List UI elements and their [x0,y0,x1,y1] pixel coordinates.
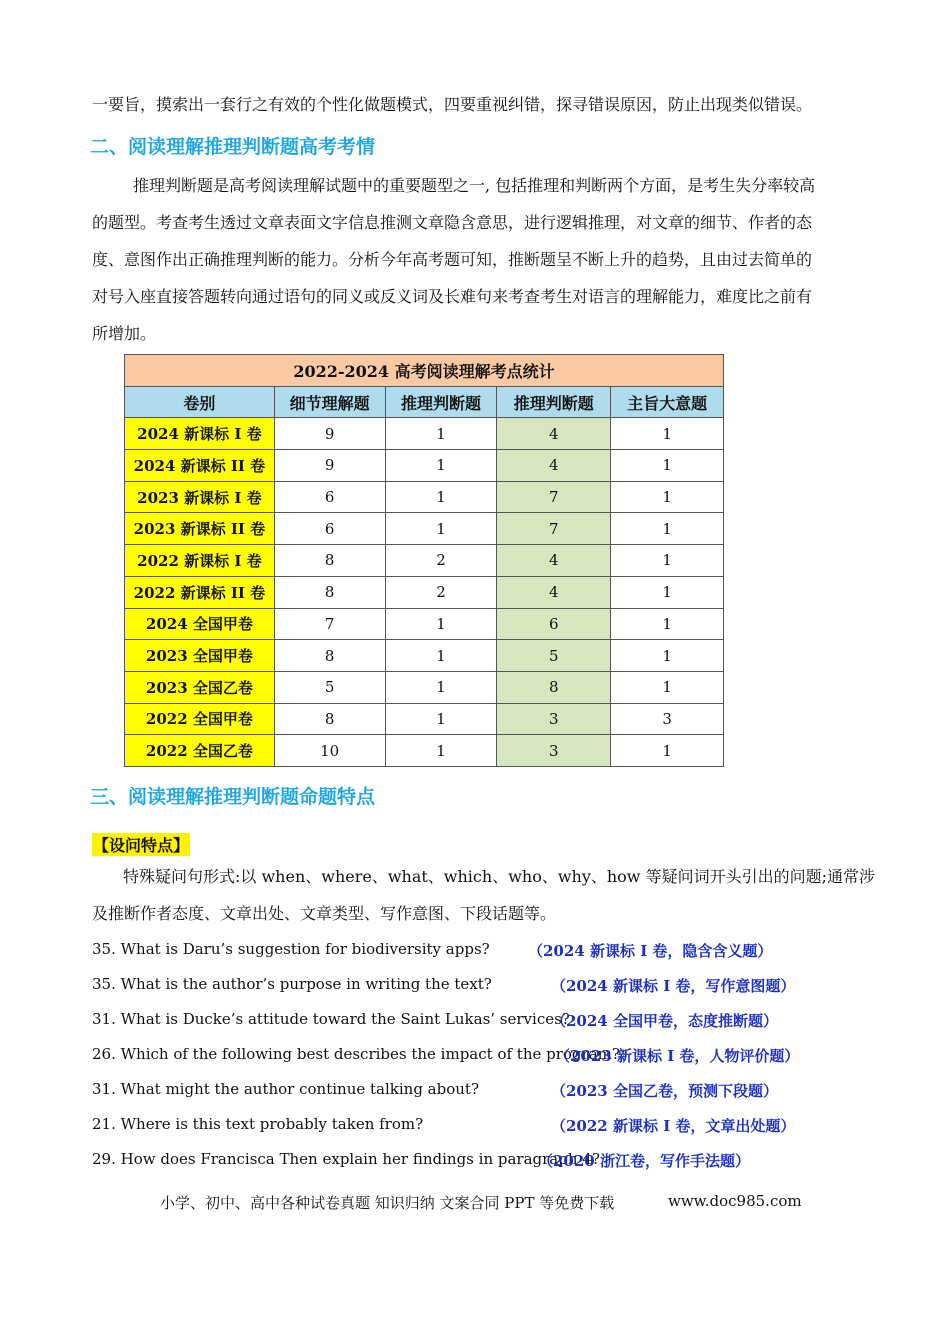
column-header: 主旨大意题 [611,386,724,418]
question-source-tag: （2022 新课标 I 卷，文章出处题） [551,1117,796,1135]
table-cell: 8 [274,640,385,672]
table-row [125,545,724,577]
paragraph-line: 的题型。考查考生透过文章表面文字信息推测文章隐含意思，进行逻辑推理，对文章的细节、作者的态 [92,213,813,232]
table-row [125,640,724,672]
table-row [125,450,724,482]
table-cell: 4 [497,450,611,482]
table-cell: 1 [611,513,724,545]
table-cell: 7 [497,513,611,545]
table-cell: 1 [611,450,724,482]
table-cell: 5 [497,640,611,672]
table-cell: 1 [385,513,497,545]
table-cell: 9 [274,418,385,450]
section2-heading: 二、阅读理解推理判断题高考考情 [90,136,376,158]
footer-text: 小学、初中、高中各种试卷真题 知识归纳 文案合同 PPT 等免费下载 [160,1194,615,1212]
table-cell: 8 [274,576,385,608]
table-cell: 1 [385,450,497,482]
table-cell: 2 [385,545,497,577]
question-text: 35. What is the author’s purpose in writing the text? [92,975,492,993]
table-cell: 6 [274,513,385,545]
table-cell: 4 [497,545,611,577]
column-header: 推理判断题 [497,386,611,418]
question-features-subheading: 【设问特点】 [92,833,190,856]
table-cell: 10 [274,735,385,767]
column-header: 细节理解题 [274,386,385,418]
row-label: 2022 全国甲卷 [125,703,275,735]
table-cell: 9 [274,450,385,482]
table-cell: 1 [385,481,497,513]
table-cell: 4 [497,418,611,450]
table-row [125,608,724,640]
question-source-tag: （2024 新课标 I 卷，写作意图题） [551,977,796,995]
table-cell: 1 [385,735,497,767]
column-header: 推理判断题 [385,386,497,418]
table-cell: 1 [611,608,724,640]
paragraph-line: 所增加。 [92,324,157,343]
intro-tail-line: 一要旨，摸索出一套行之有效的个性化做题模式，四要重视纠错，探寻错误原因，防止出现类似错误。 [92,95,813,114]
table-row [125,513,724,545]
section3-heading: 三、阅读理解推理判断题命题特点 [90,786,376,808]
table-row [125,703,724,735]
row-label: 2024 新课标 I 卷 [125,418,275,450]
column-header: 卷别 [125,386,275,418]
table-row [125,481,724,513]
paragraph-line: 推理判断题是高考阅读理解试题中的重要题型之一, 包括推理和判断两个方面，是考生失分率较高 [133,176,816,195]
table-cell: 1 [385,640,497,672]
question-text: 31. What might the author continue talking about? [92,1080,479,1098]
table-cell: 1 [385,671,497,703]
question-text: 21. Where is this text probably taken from? [92,1115,424,1133]
footer-url[interactable]: www.doc985.com [668,1192,802,1210]
table-row [125,418,724,450]
table-cell: 2 [385,576,497,608]
paragraph-line: 对号入座直接答题转向通过语句的同义或反义词及长难句来考查考生对语言的理解能力，难度比之前有 [92,287,813,306]
table-header-row [125,386,724,418]
table-cell: 1 [611,545,724,577]
question-source-tag: （2023 新课标 I 卷，人物评价题） [555,1047,800,1065]
table-cell: 4 [497,576,611,608]
row-label: 2022 全国乙卷 [125,735,275,767]
paragraph-line: 及推断作者态度、文章出处、文章类型、写作意图、下段话题等。 [92,904,557,923]
table-row [125,576,724,608]
table-cell: 6 [274,481,385,513]
question-source-tag: （2024 全国甲卷，态度推断题） [551,1012,778,1030]
question-source-tag: （2024 新课标 I 卷，隐含含义题） [528,942,773,960]
paragraph-line: 度、意图作出正确推理判断的能力。分析今年高考题可知，推断题呈不断上升的趋势，且由过去简单的 [92,250,813,269]
table-cell: 1 [611,576,724,608]
table-cell: 7 [274,608,385,640]
table-cell: 1 [611,418,724,450]
row-label: 2023 新课标 I 卷 [125,481,275,513]
row-label: 2024 新课标 II 卷 [125,450,275,482]
table-cell: 1 [385,703,497,735]
table-cell: 8 [497,671,611,703]
table-cell: 1 [385,608,497,640]
row-label: 2023 全国乙卷 [125,671,275,703]
table-cell: 6 [497,608,611,640]
table-cell: 5 [274,671,385,703]
paragraph-line: 特殊疑问句形式:以 when、where、what、which、who、why、how 等疑问词开头引出的问题;通常涉 [123,867,875,886]
row-label: 2022 新课标 I 卷 [125,545,275,577]
table-cell: 7 [497,481,611,513]
question-text: 26. Which of the following best describes the impact of the program? [92,1045,620,1063]
table-cell: 1 [611,481,724,513]
table-row [125,735,724,767]
table-cell: 3 [497,703,611,735]
table-cell: 3 [611,703,724,735]
table-row [125,671,724,703]
table-cell: 1 [385,418,497,450]
question-text: 29. How does Francisca Then explain her findings in paragraph 4? [92,1150,600,1168]
row-label: 2023 全国甲卷 [125,640,275,672]
row-label: 2024 全国甲卷 [125,608,275,640]
table-cell: 1 [611,671,724,703]
question-source-tag: （2023 全国乙卷，预测下段题） [551,1082,778,1100]
table-cell: 3 [497,735,611,767]
table-cell: 8 [274,703,385,735]
table-title: 2022-2024 高考阅读理解考点统计 [125,355,724,387]
row-label: 2023 新课标 II 卷 [125,513,275,545]
question-text: 35. What is Daru’s suggestion for biodiversity apps? [92,940,490,958]
table-cell: 1 [611,640,724,672]
table-cell: 1 [611,735,724,767]
row-label: 2022 新课标 II 卷 [125,576,275,608]
table-cell: 8 [274,545,385,577]
exam-stats-table [124,354,724,767]
question-source-tag: （2020 浙江卷，写作手法题） [538,1152,750,1170]
question-text: 31. What is Ducke’s attitude toward the Saint Lukas’ services? [92,1010,570,1028]
